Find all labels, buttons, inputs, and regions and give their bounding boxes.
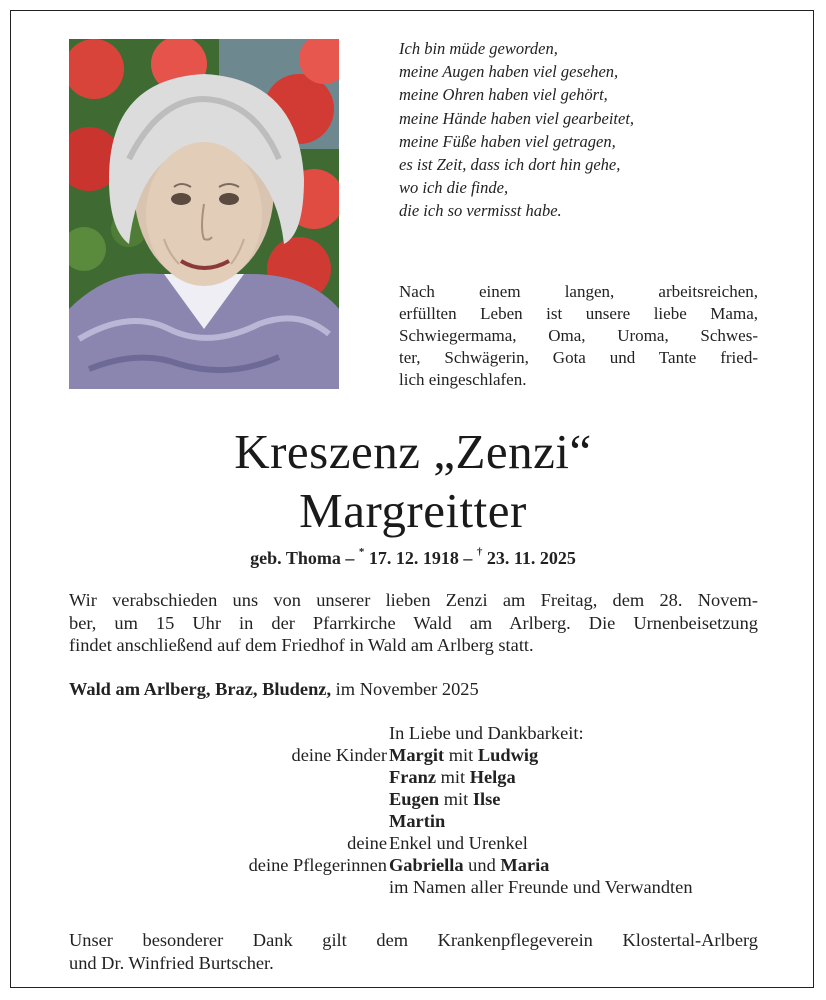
intro-line: Schwiegermama, Oma, Uroma, Schwes-: [399, 326, 758, 345]
place-and-date: [69, 679, 479, 700]
child-entry: [389, 810, 445, 832]
farewell-notice: [69, 589, 758, 657]
poem: [399, 37, 799, 223]
mourners-list: [11, 722, 815, 898]
carers-label: deine Pflegerinnen: [248, 855, 387, 875]
poem-line: es ist Zeit, dass ich dort hin gehe,: [399, 155, 621, 175]
grandchildren: Enkel und Urenkel: [389, 833, 528, 853]
thanks-note: [69, 929, 758, 974]
intro-line: erfüllten Leben ist unsere liebe Mama,: [399, 304, 758, 323]
deceased-name-last: Margreitter: [299, 483, 527, 538]
child-entry: [389, 766, 516, 788]
thanks-line: Unser besonderer Dank gilt dem Krankenpflegeverein Klostertal-Arlberg: [69, 930, 758, 950]
notice-date: im November 2025: [331, 679, 479, 699]
child-entry: [389, 788, 500, 810]
places: Wald am Arlberg, Braz, Bludenz,: [69, 679, 332, 699]
child-name: Margit: [389, 745, 445, 765]
joiner: mit: [444, 745, 478, 765]
separator: –: [345, 548, 355, 568]
carers: [389, 854, 549, 876]
partner-name: Ilse: [472, 789, 501, 809]
joiner: mit: [435, 767, 470, 787]
death-date: 23. 11. 2025: [486, 548, 576, 568]
birth-date: 17. 12. 1918: [368, 548, 459, 568]
poem-line: die ich so vermisst habe.: [399, 201, 562, 221]
intro-line: lich eingeschlafen.: [399, 370, 527, 389]
thanks-line: und Dr. Winfried Burtscher.: [69, 952, 274, 973]
joiner: mit: [439, 789, 473, 809]
poem-line: meine Füße haben viel getragen,: [399, 131, 616, 151]
poem-line: wo ich die finde,: [399, 178, 509, 198]
maiden-name: geb. Thoma: [250, 548, 341, 568]
life-dates: [11, 548, 815, 569]
poem-line: meine Augen haben viel gesehen,: [399, 62, 619, 82]
separator: –: [463, 548, 473, 568]
intro-line: ter, Schwägerin, Gota und Tante fried-: [399, 348, 758, 367]
poem-line: meine Ohren haben viel gehört,: [399, 85, 608, 105]
poem-line: Ich bin müde geworden,: [399, 39, 558, 58]
mourners-heading: In Liebe und Dankbarkeit:: [389, 723, 584, 743]
intro-line: Nach einem langen, arbeitsreichen,: [399, 282, 758, 301]
intro-text: [399, 281, 758, 391]
carer-name: Maria: [500, 855, 550, 875]
poem-line: meine Hände haben viel gearbeitet,: [399, 108, 635, 128]
grandchildren-label: deine: [347, 833, 387, 853]
obituary-card: [10, 10, 814, 988]
child-name: Franz: [389, 767, 436, 787]
child-name: Eugen: [389, 789, 440, 809]
joiner: und: [463, 855, 501, 875]
carer-name: Gabriella: [389, 855, 464, 875]
child-entry: [389, 744, 538, 766]
farewell-line: ber, um 15 Uhr in der Pfarrkirche Wald am Arlberg. Die Urnenbeisetzung: [69, 612, 758, 633]
portrait-photo: [69, 39, 339, 389]
birth-star-icon: *: [358, 546, 365, 558]
others: im Namen aller Freunde und Verwandten: [389, 877, 693, 897]
deceased-name-first: Kreszenz „Zenzi“: [234, 424, 592, 479]
farewell-line: Wir verabschieden uns von unserer lieben Zenzi am Freitag, dem 28. Novem-: [69, 590, 758, 610]
partner-name: Helga: [469, 767, 516, 787]
death-cross-icon: †: [476, 546, 483, 558]
farewell-line: findet anschließend auf dem Friedhof in Wald am Arlberg statt.: [69, 635, 534, 655]
partner-name: Ludwig: [477, 745, 539, 765]
children-label: deine Kinder: [291, 745, 387, 765]
child-name: Martin: [389, 811, 446, 831]
